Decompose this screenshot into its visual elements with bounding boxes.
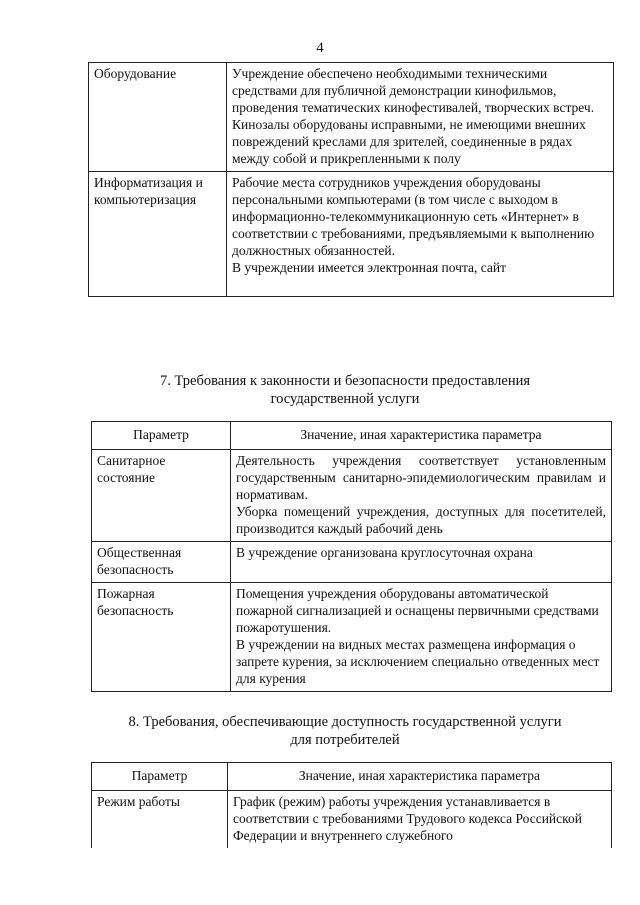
header-value: Значение, иная характеристика параметра xyxy=(228,763,612,791)
header-value: Значение, иная характеристика параметра xyxy=(231,422,612,450)
section-7-title xyxy=(0,372,640,408)
table-header-row xyxy=(92,763,612,791)
value-paragraph: Учреждение обеспечено необходимыми техническими средствами для публичной демонстрации кинофильмов, проведения тематических кинофестивалей, творческих встреч. xyxy=(232,66,595,115)
value-paragraph: График (режим) работы учреждения устанавливается в соответствии с требованиями Трудового кодекса Российской Федерации и внутреннего служебного xyxy=(233,794,582,843)
value-cell xyxy=(228,791,612,849)
value-cell xyxy=(231,450,612,542)
table-row xyxy=(89,63,614,172)
param-cell: Пожарная безопасность xyxy=(92,583,231,692)
value-cell xyxy=(231,542,612,583)
section-title-line: государственной услуги xyxy=(270,391,420,407)
header-param: Параметр xyxy=(92,763,228,791)
param-cell: Информатизация и компьютеризация xyxy=(89,172,227,297)
table-row xyxy=(92,791,612,849)
value-paragraph: В учреждение организована круглосуточная охрана xyxy=(236,545,533,560)
table-row xyxy=(89,172,614,297)
equipment-table xyxy=(88,62,614,297)
section-title-line: для потребителей xyxy=(290,732,400,748)
value-paragraph: Кинозалы оборудованы исправными, не имеющими внешних повреждений креслами для зрителей, соединенные в рядах между собой и прикрепленными к полу xyxy=(232,117,586,166)
value-paragraph: Уборка помещений учреждения, доступных для посетителей, производится каждый рабочий день xyxy=(236,504,606,536)
section-title-line: 8. Требования, обеспечивающие доступность государственной услуги xyxy=(128,714,562,730)
table-row xyxy=(92,542,612,583)
page-number: 4 xyxy=(316,40,324,56)
value-paragraph: Деятельность учреждения соответствует установленным государственным санитарно-эпидемиологическим правилам и нормативам. xyxy=(236,453,606,502)
param-cell: Санитарное состояние xyxy=(92,450,231,542)
table-row xyxy=(92,450,612,542)
header-param: Параметр xyxy=(92,422,231,450)
table-row xyxy=(92,583,612,692)
value-cell xyxy=(227,63,614,172)
accessibility-table xyxy=(91,762,612,848)
value-paragraph: Помещения учреждения оборудованы автоматической пожарной сигнализацией и оснащены первичными средствами пожаротушения. xyxy=(236,586,599,635)
param-cell: Оборудование xyxy=(89,63,227,172)
section-8-title xyxy=(0,713,640,749)
param-cell: Общественная безопасность xyxy=(92,542,231,583)
value-paragraph: В учреждении на видных местах размещена информация о запрете курения, за исключением специально отведенных мест для курения xyxy=(236,637,600,686)
value-cell xyxy=(231,583,612,692)
param-cell: Режим работы xyxy=(92,791,228,849)
safety-table xyxy=(91,421,612,692)
value-cell xyxy=(227,172,614,297)
section-title-line: 7. Требования к законности и безопасности предоставления xyxy=(159,373,531,389)
value-paragraph: Рабочие места сотрудников учреждения оборудованы персональными компьютерами (в том числе с выходом в информационно-телекоммуникационную сеть «Интернет» в соответствии с требованиями, предъявляемыми к выполнению должностных обязанностей. xyxy=(232,175,595,258)
table-header-row xyxy=(92,422,612,450)
value-paragraph: В учреждении имеется электронная почта, сайт xyxy=(232,260,507,275)
